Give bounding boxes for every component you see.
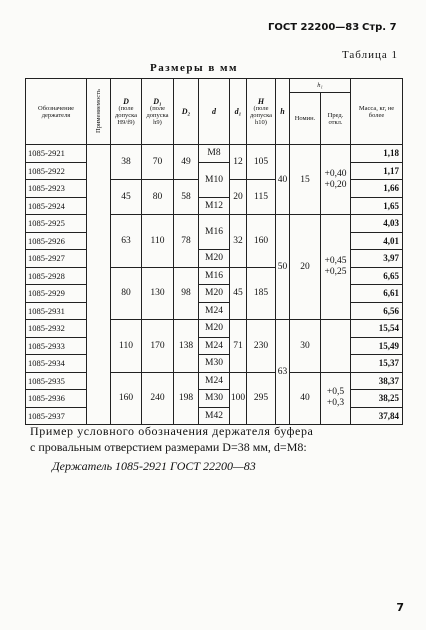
col-d: d — [199, 79, 230, 145]
example-description: с провальным отверстием размерами D=38 мм, d=M8: — [30, 440, 307, 454]
col-D2: D₂ — [174, 79, 199, 145]
spec-table — [25, 78, 403, 425]
table-row: 1085-2927 M20 3,97 — [26, 250, 403, 268]
applicability-cell — [87, 145, 111, 425]
page-number: 7 — [396, 601, 404, 614]
table-row: 1085-2931 M24 6,56 — [26, 302, 403, 320]
col-h: h — [276, 79, 290, 145]
dimensions-note: Размеры в мм — [150, 62, 238, 74]
table-row: 1085-2925 63 110 78 M16 32 160 50 20 +0,45 +0,25 4,03 — [26, 215, 403, 233]
col-mass: Масса, кг, не более — [351, 79, 403, 145]
col-D1: D₁ (поле допуска h9) — [142, 79, 174, 145]
table-row: 1085-2929 M20 6,61 — [26, 285, 403, 303]
table-row: 1085-2934 M30 15,37 — [26, 355, 403, 373]
col-h1-nominal: Номин. — [290, 93, 321, 145]
table-title: Таблица 1 — [341, 49, 398, 61]
table-row: 1085-2932 110 170 138 M20 71 230 63 30 15,54 — [26, 320, 403, 338]
table-row: 1085-2937 M42 37,84 — [26, 407, 403, 425]
col-applicability: Применяемость — [87, 79, 111, 145]
table-row: 1085-2926 4,01 — [26, 232, 403, 250]
table-row: 1085-2922 M10 1,17 — [26, 162, 403, 180]
col-h1: h₁ — [290, 79, 351, 93]
table-row: 1085-2935 160 240 198 M24 100 295 40 +0,5 +0,3 38,37 — [26, 372, 403, 390]
col-designation: Обозначение держателя — [26, 79, 87, 145]
table-row: 1085-2923 45 80 58 20 115 1,66 — [26, 180, 403, 198]
gost-number: ГОСТ 22200—83 — [268, 22, 360, 33]
col-H: H (поле допуска h10) — [247, 79, 276, 145]
table-row: 1085-2933 M24 15,49 — [26, 337, 403, 355]
page-header — [0, 22, 426, 38]
table-row: 1085-2924 M12 1,65 — [26, 197, 403, 215]
page-label: Стр. 7 — [362, 22, 397, 33]
table-row: 1085-2921 38 70 49 M8 12 105 40 15 +0,40 +0,20 1,18 — [26, 145, 403, 163]
table-row: 1085-2928 80 130 98 M16 45 185 6,65 — [26, 267, 403, 285]
example-designation: Держатель 1085-2921 ГОСТ 22200—83 — [52, 459, 256, 473]
col-h1-tolerance: Пред. откл. — [321, 93, 351, 145]
example-heading: Пример условного обозначения держателя буфера — [30, 424, 314, 438]
col-d1: d₁ — [230, 79, 247, 145]
table-row: 1085-2936 M30 38,25 — [26, 390, 403, 408]
col-D: D (поле допуска H9/f9) — [111, 79, 142, 145]
